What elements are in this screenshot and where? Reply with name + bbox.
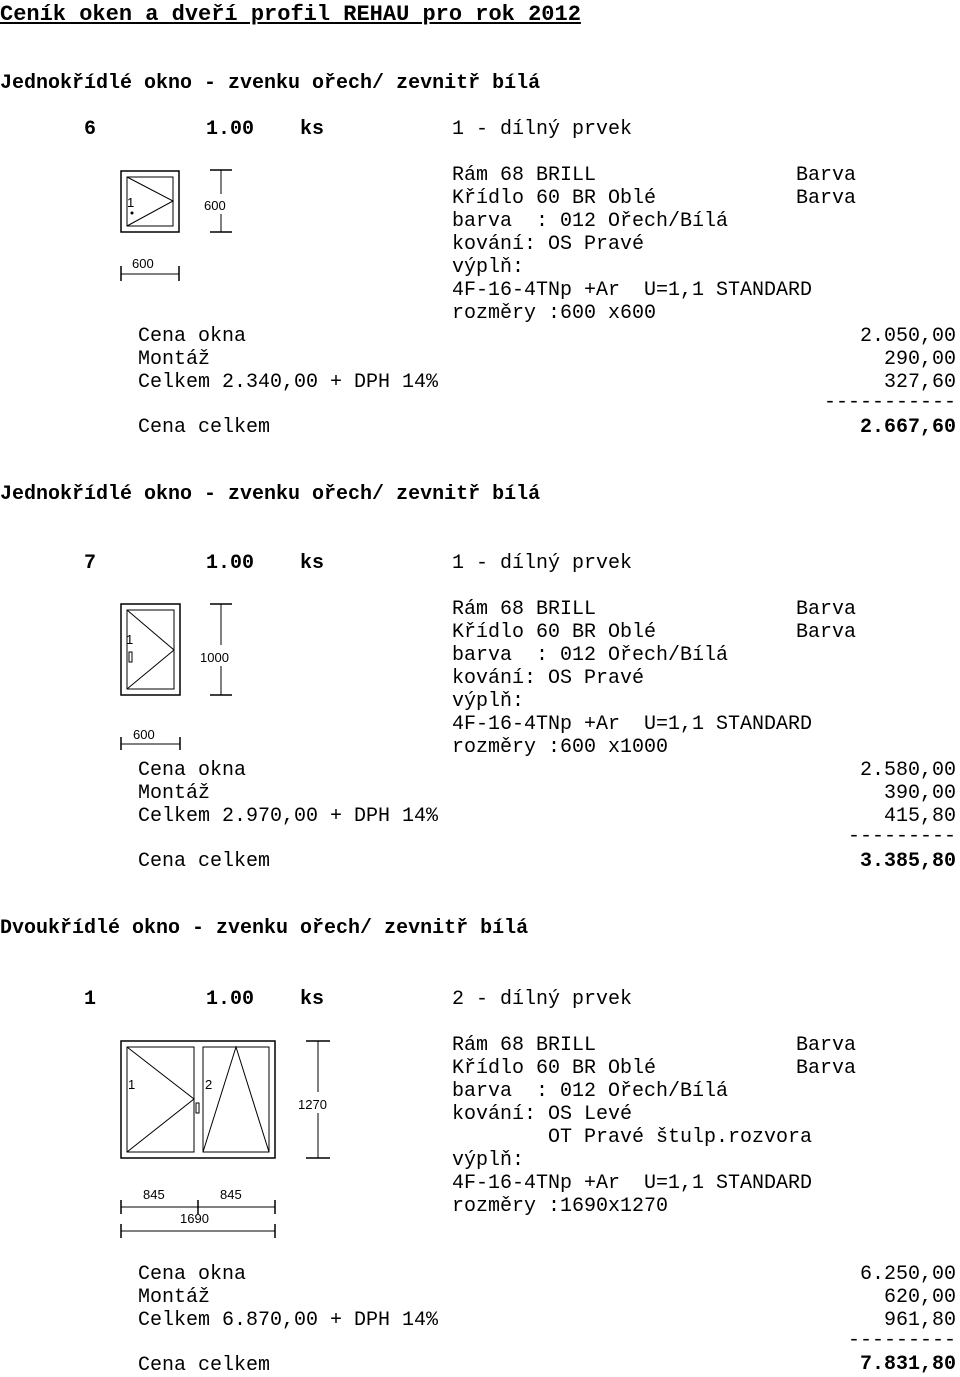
item-quantity: 1.00 [206, 552, 255, 575]
height-dimension-label: 600 [204, 198, 226, 213]
spec-color: barva : 012 Ořech/Bílá [452, 644, 729, 667]
spec-filling-label: výplň: [452, 256, 525, 279]
mounting-value: 620,00 [883, 1286, 956, 1309]
item-part-description: 1 - dílný prvek [452, 118, 633, 141]
grand-total-label: Cena celkem [138, 416, 271, 439]
section-heading: Jednokřídlé okno - zvenku ořech/ zevnitř bílá [0, 483, 541, 506]
item-position: 6 [84, 118, 97, 141]
spec-sash-color: Barva [796, 1057, 857, 1080]
spec-glazing: 4F-16-4TNp +Ar U=1,1 STANDARD [452, 279, 813, 302]
spec-dimensions: rozměry :600 x1000 [452, 736, 669, 759]
spec-hardware: kování: OS Levé [452, 1103, 633, 1126]
mounting-value: 290,00 [883, 348, 956, 371]
item-part-description: 2 - dílný prvek [452, 988, 633, 1011]
spec-filling-label: výplň: [452, 1149, 525, 1172]
mounting-label: Montáž [138, 1286, 211, 1309]
spec-sash-color: Barva [796, 621, 857, 644]
grand-total-value: 3.385,80 [859, 850, 956, 873]
sum-separator: ----------- [823, 391, 956, 414]
sash-label: 1 [127, 195, 135, 210]
spec-color: barva : 012 Ořech/Bílá [452, 1080, 729, 1103]
width-dimension-label: 600 [133, 727, 155, 742]
vat-value: 961,80 [883, 1309, 956, 1332]
vat-value: 327,60 [883, 371, 956, 394]
spec-glazing: 4F-16-4TNp +Ar U=1,1 STANDARD [452, 1172, 813, 1195]
mounting-label: Montáž [138, 348, 211, 371]
spec-hardware-2: OT Pravé štulp.rozvora [452, 1126, 813, 1149]
grand-total-label: Cena celkem [138, 1354, 271, 1377]
spec-filling-label: výplň: [452, 690, 525, 713]
section-heading: Dvoukřídlé okno - zvenku ořech/ zevnitř bílá [0, 917, 529, 940]
item-position: 1 [84, 988, 97, 1011]
mounting-value: 390,00 [883, 782, 956, 805]
sash-label-1: 1 [128, 1077, 136, 1092]
grand-total-label: Cena celkem [138, 850, 271, 873]
spec-frame-color: Barva [796, 1034, 857, 1057]
sash-label: 1 [126, 632, 134, 647]
total-vat-label: Celkem 2.970,00 + DPH 14% [138, 805, 439, 828]
item-quantity: 1.00 [206, 118, 255, 141]
total-vat-label: Celkem 2.340,00 + DPH 14% [138, 371, 439, 394]
spec-frame: Rám 68 BRILL [452, 164, 597, 187]
height-dimension-label: 1000 [200, 650, 229, 665]
height-dimension-label: 1270 [298, 1097, 327, 1112]
width-dimension-label: 600 [132, 256, 154, 271]
spec-sash-color: Barva [796, 187, 857, 210]
item-unit: ks [300, 118, 325, 141]
spec-color: barva : 012 Ořech/Bílá [452, 210, 729, 233]
price-window-value: 2.050,00 [859, 325, 956, 348]
spec-dimensions: rozměry :1690x1270 [452, 1195, 669, 1218]
part-width-label-2: 845 [220, 1187, 242, 1202]
price-window-label: Cena okna [138, 759, 247, 782]
spec-frame: Rám 68 BRILL [452, 1034, 597, 1057]
price-window-label: Cena okna [138, 1263, 247, 1286]
grand-total-value: 2.667,60 [859, 416, 956, 439]
item-unit: ks [300, 552, 325, 575]
spec-sash: Křídlo 60 BR Oblé [452, 621, 657, 644]
item-quantity: 1.00 [206, 988, 255, 1011]
item-unit: ks [300, 988, 325, 1011]
page-title: Ceník oken a dveří profil REHAU pro rok 2012 [0, 2, 581, 27]
section-heading: Jednokřídlé okno - zvenku ořech/ zevnitř bílá [0, 72, 541, 95]
spec-glazing: 4F-16-4TNp +Ar U=1,1 STANDARD [452, 713, 813, 736]
width-dimension-label: 1690 [180, 1211, 209, 1226]
spec-sash: Křídlo 60 BR Oblé [452, 1057, 657, 1080]
price-window-label: Cena okna [138, 325, 247, 348]
sash-label-2: 2 [205, 1077, 213, 1092]
price-window-value: 6.250,00 [859, 1263, 956, 1286]
vat-value: 415,80 [883, 805, 956, 828]
part-width-label-1: 845 [143, 1187, 165, 1202]
sum-separator: --------- [847, 1329, 956, 1352]
sum-separator: --------- [847, 825, 956, 848]
spec-frame-color: Barva [796, 598, 857, 621]
mounting-label: Montáž [138, 782, 211, 805]
spec-sash: Křídlo 60 BR Oblé [452, 187, 657, 210]
spec-dimensions: rozměry :600 x600 [452, 302, 657, 325]
spec-frame: Rám 68 BRILL [452, 598, 597, 621]
item-part-description: 1 - dílný prvek [452, 552, 633, 575]
total-vat-label: Celkem 6.870,00 + DPH 14% [138, 1309, 439, 1332]
spec-hardware: kování: OS Pravé [452, 233, 645, 256]
price-window-value: 2.580,00 [859, 759, 956, 782]
spec-hardware: kování: OS Pravé [452, 667, 645, 690]
item-position: 7 [84, 552, 97, 575]
spec-frame-color: Barva [796, 164, 857, 187]
grand-total-value: 7.831,80 [859, 1353, 956, 1376]
